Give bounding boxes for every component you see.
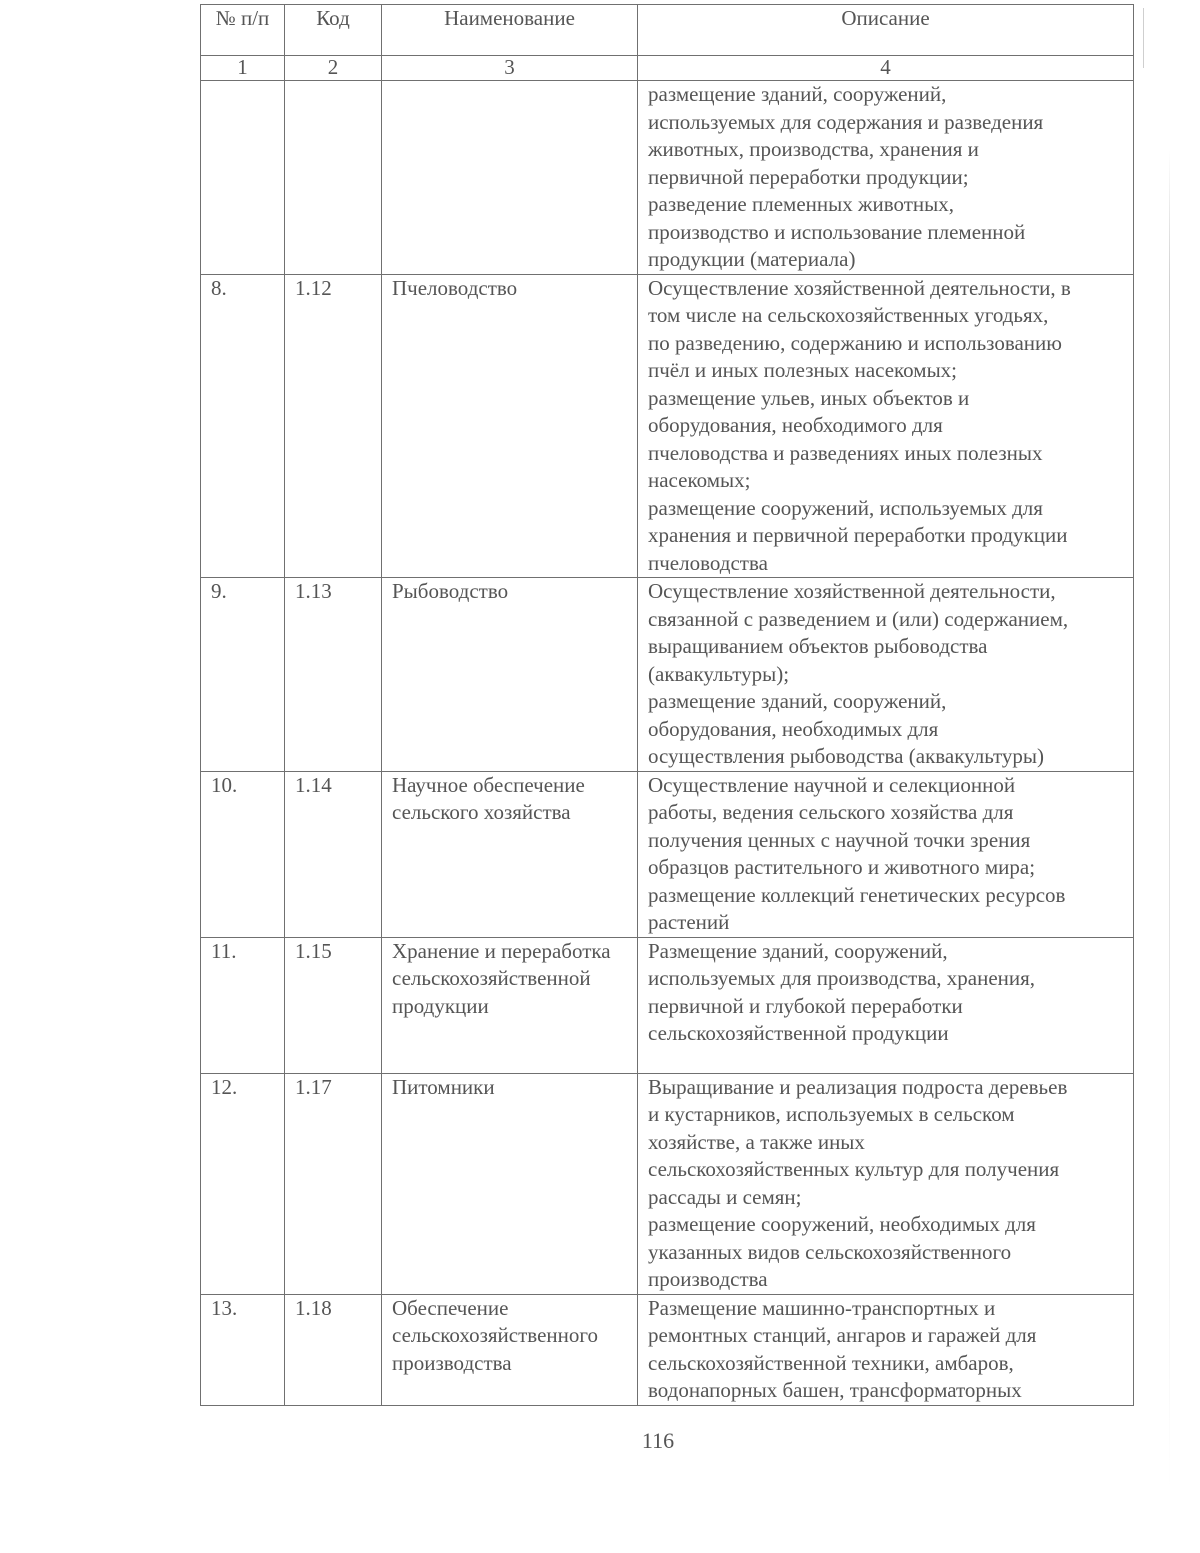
column-number: 4 [638, 56, 1134, 81]
description-line: хозяйстве, а также иных [648, 1129, 865, 1154]
header-number: № п/п [201, 5, 285, 56]
row-description [638, 1294, 1134, 1405]
column-number: 1 [201, 56, 285, 81]
description-line: оборудования, необходимого для [648, 413, 943, 437]
table-row [201, 578, 1134, 772]
description-line: Выращивание и реализация подроста деревьев [648, 1074, 1068, 1099]
description-line: рассады и семян; [648, 1184, 802, 1209]
scan-edge-shadow [1169, 150, 1170, 1490]
description-line: разведение племенных животных, [648, 192, 955, 216]
description-line: размещение зданий, сооружений, [648, 689, 947, 713]
description-line: размещение сооружений, используемых для [648, 495, 1043, 520]
description-line: хранения и первичной переработки продукции [648, 523, 1068, 547]
row-description [638, 274, 1134, 578]
header-code: Код [285, 5, 382, 56]
row-name: Рыбоводство [382, 578, 638, 772]
row-code: 1.14 [285, 771, 382, 937]
table-row [201, 274, 1134, 578]
row-name: Научное обеспечение сельского хозяйства [382, 771, 638, 937]
description-line: выращиванием объектов рыбоводства [648, 634, 988, 658]
page-number: 116 [641, 1428, 675, 1453]
description-line: размещение коллекций генетических ресурсов [648, 882, 1066, 907]
description-line: указанных видов сельскохозяйственного [648, 1239, 1012, 1264]
table-row [201, 81, 1134, 275]
description-line: пчеловодства [648, 550, 768, 575]
description-line: Осуществление хозяйственной деятельности, [648, 579, 1056, 603]
description-line: (аквакультуры); [648, 661, 790, 686]
row-number: 12. [201, 1073, 285, 1294]
row-description [638, 1073, 1134, 1294]
row-code: 1.18 [285, 1294, 382, 1405]
description-line: ремонтных станций, ангаров и гаражей для [648, 1323, 1037, 1347]
description-line: Осуществление научной и селекционной [648, 772, 1016, 797]
row-number: 11. [201, 937, 285, 1073]
description-line: получения ценных с научной точки зрения [648, 827, 1031, 852]
table-row [201, 771, 1134, 937]
description-line: размещение ульев, иных объектов и [648, 385, 970, 410]
row-description [638, 578, 1134, 772]
description-line: первичной переработки продукции; [648, 164, 969, 189]
row-name: Питомники [382, 1073, 638, 1294]
description-line: сельскохозяйственной техники, амбаров, [648, 1350, 1014, 1375]
column-number-row [201, 56, 1134, 81]
table-row [201, 1073, 1134, 1294]
description-line: производства [648, 1267, 768, 1291]
description-line: размещение сооружений, необходимых для [648, 1212, 1036, 1236]
description-line: Осуществление хозяйственной деятельности, в [648, 275, 1071, 300]
row-name: Хранение и переработка сельскохозяйственной продукции [382, 937, 638, 1073]
row-name: Обеспечение сельскохозяйственного производства [382, 1294, 638, 1405]
table-row [201, 1294, 1134, 1405]
row-code: 1.13 [285, 578, 382, 772]
column-number: 2 [285, 56, 382, 81]
description-line: используемых для производства, хранения, [648, 966, 1036, 990]
row-name [382, 81, 638, 275]
column-number: 3 [382, 56, 638, 81]
table-body [201, 81, 1134, 1406]
description-line: растений [648, 910, 730, 934]
description-line: работы, ведения сельского хозяйства для [648, 800, 1014, 824]
row-code: 1.12 [285, 274, 382, 578]
header-name: Наименование [382, 5, 638, 56]
row-name: Пчеловодство [382, 274, 638, 578]
row-code: 1.17 [285, 1073, 382, 1294]
table-row [201, 937, 1134, 1073]
description-line: образцов растительного и животного мира; [648, 855, 1036, 879]
description-line: и кустарников, используемых в сельском [648, 1102, 1015, 1126]
description-line: том числе на сельскохозяйственных угодьях, [648, 303, 1049, 327]
row-description [638, 771, 1134, 937]
row-code [285, 81, 382, 275]
row-number [201, 81, 285, 275]
row-number: 8. [201, 274, 285, 578]
description-line: Размещение зданий, сооружений, [648, 938, 948, 963]
description-line: первичной и глубокой переработки [648, 993, 963, 1018]
description-line: сельскохозяйственной продукции [648, 1021, 949, 1045]
description-line: осуществления рыбоводства (аквакультуры) [648, 744, 1044, 768]
description-line: пчёл и иных полезных насекомых; [648, 358, 958, 382]
land-use-table [200, 4, 1134, 1406]
header-description: Описание [638, 5, 1134, 56]
description-line: используемых для содержания и разведения [648, 109, 1044, 134]
description-line: связанной с разведением и (или) содержанием, [648, 606, 1069, 631]
row-number: 9. [201, 578, 285, 772]
row-description [638, 937, 1134, 1073]
description-line: животных, производства, хранения и [648, 137, 979, 161]
description-line: по разведению, содержанию и использованию [648, 330, 1062, 355]
description-line: водонапорных башен, трансформаторных [648, 1378, 1022, 1402]
row-number: 10. [201, 771, 285, 937]
description-line: размещение зданий, сооружений, [648, 82, 947, 106]
row-description [638, 81, 1134, 275]
scan-edge-mark [1143, 8, 1144, 68]
description-line: насекомых; [648, 468, 751, 492]
description-line: Размещение машинно-транспортных и [648, 1295, 996, 1320]
description-line: пчеловодства и разведениях иных полезных [648, 440, 1043, 465]
row-number: 13. [201, 1294, 285, 1405]
description-line: сельскохозяйственных культур для получения [648, 1157, 1060, 1181]
description-line: производство и использование племенной [648, 219, 1026, 244]
description-line: продукции (материала) [648, 247, 856, 271]
table-header-row [201, 5, 1134, 56]
row-code: 1.15 [285, 937, 382, 1073]
description-line: оборудования, необходимых для [648, 716, 939, 741]
